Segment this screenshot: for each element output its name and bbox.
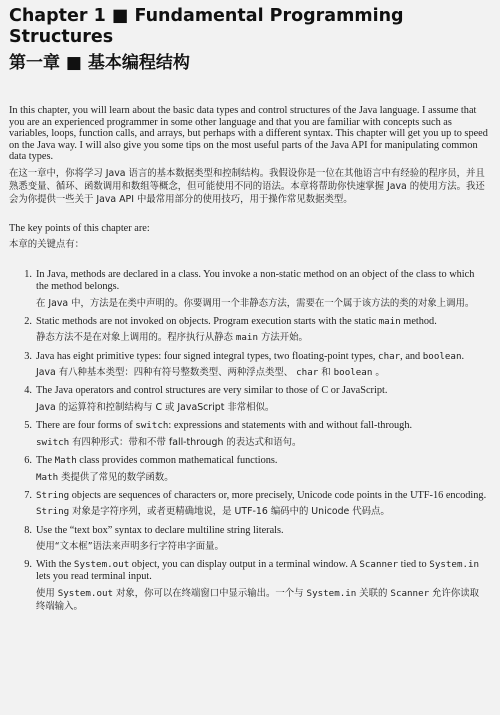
list-item: [9, 385, 491, 414]
item-text-en: There are four forms of switch: expressions and statements with and without fall-through.: [36, 420, 413, 432]
item-text-zh: Java 有八种基本类型：四种有符号整数类型、两种浮点类型、 char 和 boolean 。: [36, 367, 385, 379]
item-number: 8.: [24, 524, 32, 536]
key-points-heading-en: The key points of this chapter are:: [9, 222, 150, 234]
item-number: 6.: [24, 454, 32, 466]
list-item: [9, 490, 491, 519]
list-item: [9, 455, 491, 484]
item-text-en: The Math class provides common mathematical functions.: [36, 454, 278, 466]
item-text-zh: 使用 System.out 对象，你可以在终端窗口中显示输出。一个与 System.in 关联的 Scanner 允许你读取终端输入。: [36, 587, 480, 612]
item-text-en: Static methods are not invoked on objects. Program execution starts with the static main method.: [36, 315, 437, 327]
item-text-zh: 在 Java 中，方法是在类中声明的。你要调用一个非静态方法，需要在一个属于该方法的类的对象上调用。: [36, 297, 475, 309]
chapter-title-en: Chapter 1 ■ Fundamental Programming Structures: [9, 6, 404, 47]
key-points-heading-zh: 本章的关键点有：: [9, 239, 85, 251]
item-number: 7.: [24, 489, 32, 501]
item-number: 4.: [24, 385, 32, 397]
item-number: 5.: [24, 420, 32, 432]
item-text-zh: 静态方法不是在对象上调用的。程序执行从静态 main 方法开始。: [36, 332, 308, 344]
item-text-zh: String 对象是字符序列，或者更精确地说，是 UTF-16 编码中的 Unicode 代码点。: [36, 506, 390, 518]
item-text-zh: Java 的运算符和控制结构与 C 或 JavaScript 非常相似。: [36, 401, 275, 413]
item-text-en: Use the “text box” syntax to declare multiline string literals.: [36, 524, 284, 536]
item-text-zh: Math 类提供了常见的数学函数。: [36, 471, 174, 483]
item-number: 2.: [24, 315, 32, 327]
intro-paragraph-en: In this chapter, you will learn about the basic data types and control structures of the Java language. I assume that you are an experienced programmer in some other language and that you are familiar with concepts such as variables, loops, function calls, and arrays, but perhaps with a different syntax. This chapter will get you up to speed on the Java way. I will also give you some tips on the most useful parts of the Java API for manipulating common data types.: [9, 105, 488, 163]
list-item: [9, 269, 491, 309]
item-text-en: String objects are sequences of characters or, more precisely, Unicode code points in the UTF-16 encoding.: [36, 489, 487, 501]
key-points-list: [9, 269, 491, 613]
item-number: 9.: [24, 559, 32, 571]
item-text-en: Java has eight primitive types: four signed integral types, two floating-point types, char, and boolean.: [36, 350, 465, 362]
list-item: [9, 351, 491, 380]
item-text-en: In Java, methods are declared in a class. You invoke a non-static method on an object of the class to which the method belongs.: [36, 269, 475, 292]
list-item: [9, 525, 491, 554]
item-number: 3.: [24, 350, 32, 362]
item-text-en: The Java operators and control structures are very similar to those of C or JavaScript.: [36, 385, 388, 397]
list-item: [9, 420, 491, 449]
item-number: 1.: [24, 269, 32, 281]
chapter-title-zh: 第一章 ■ 基本编程结构: [9, 53, 190, 73]
list-item: [9, 559, 491, 613]
item-text-en: With the System.out object, you can display output in a terminal window. A Scanner tied to System.in lets you read terminal input.: [36, 559, 480, 582]
intro-paragraph-zh: 在这一章中，你将学习 Java 语言的基本数据类型和控制结构。我假设你是一位在其他语言中有经验的程序员，并且熟悉变量、循环、函数调用和数组等概念，但可能使用不同的语法。本章将帮助你快速掌握 Java 的使用方法。我还会为你提供一些关于 Java API 中最常用部分的使用技巧，用于操作常见数据类型。: [9, 167, 485, 206]
item-text-zh: 使用“文本框”语法来声明多行字符串字面量。: [36, 541, 224, 553]
item-text-zh: switch 有四种形式：带和不带 fall-through 的表达式和语句。: [36, 436, 302, 448]
list-item: [9, 316, 491, 345]
